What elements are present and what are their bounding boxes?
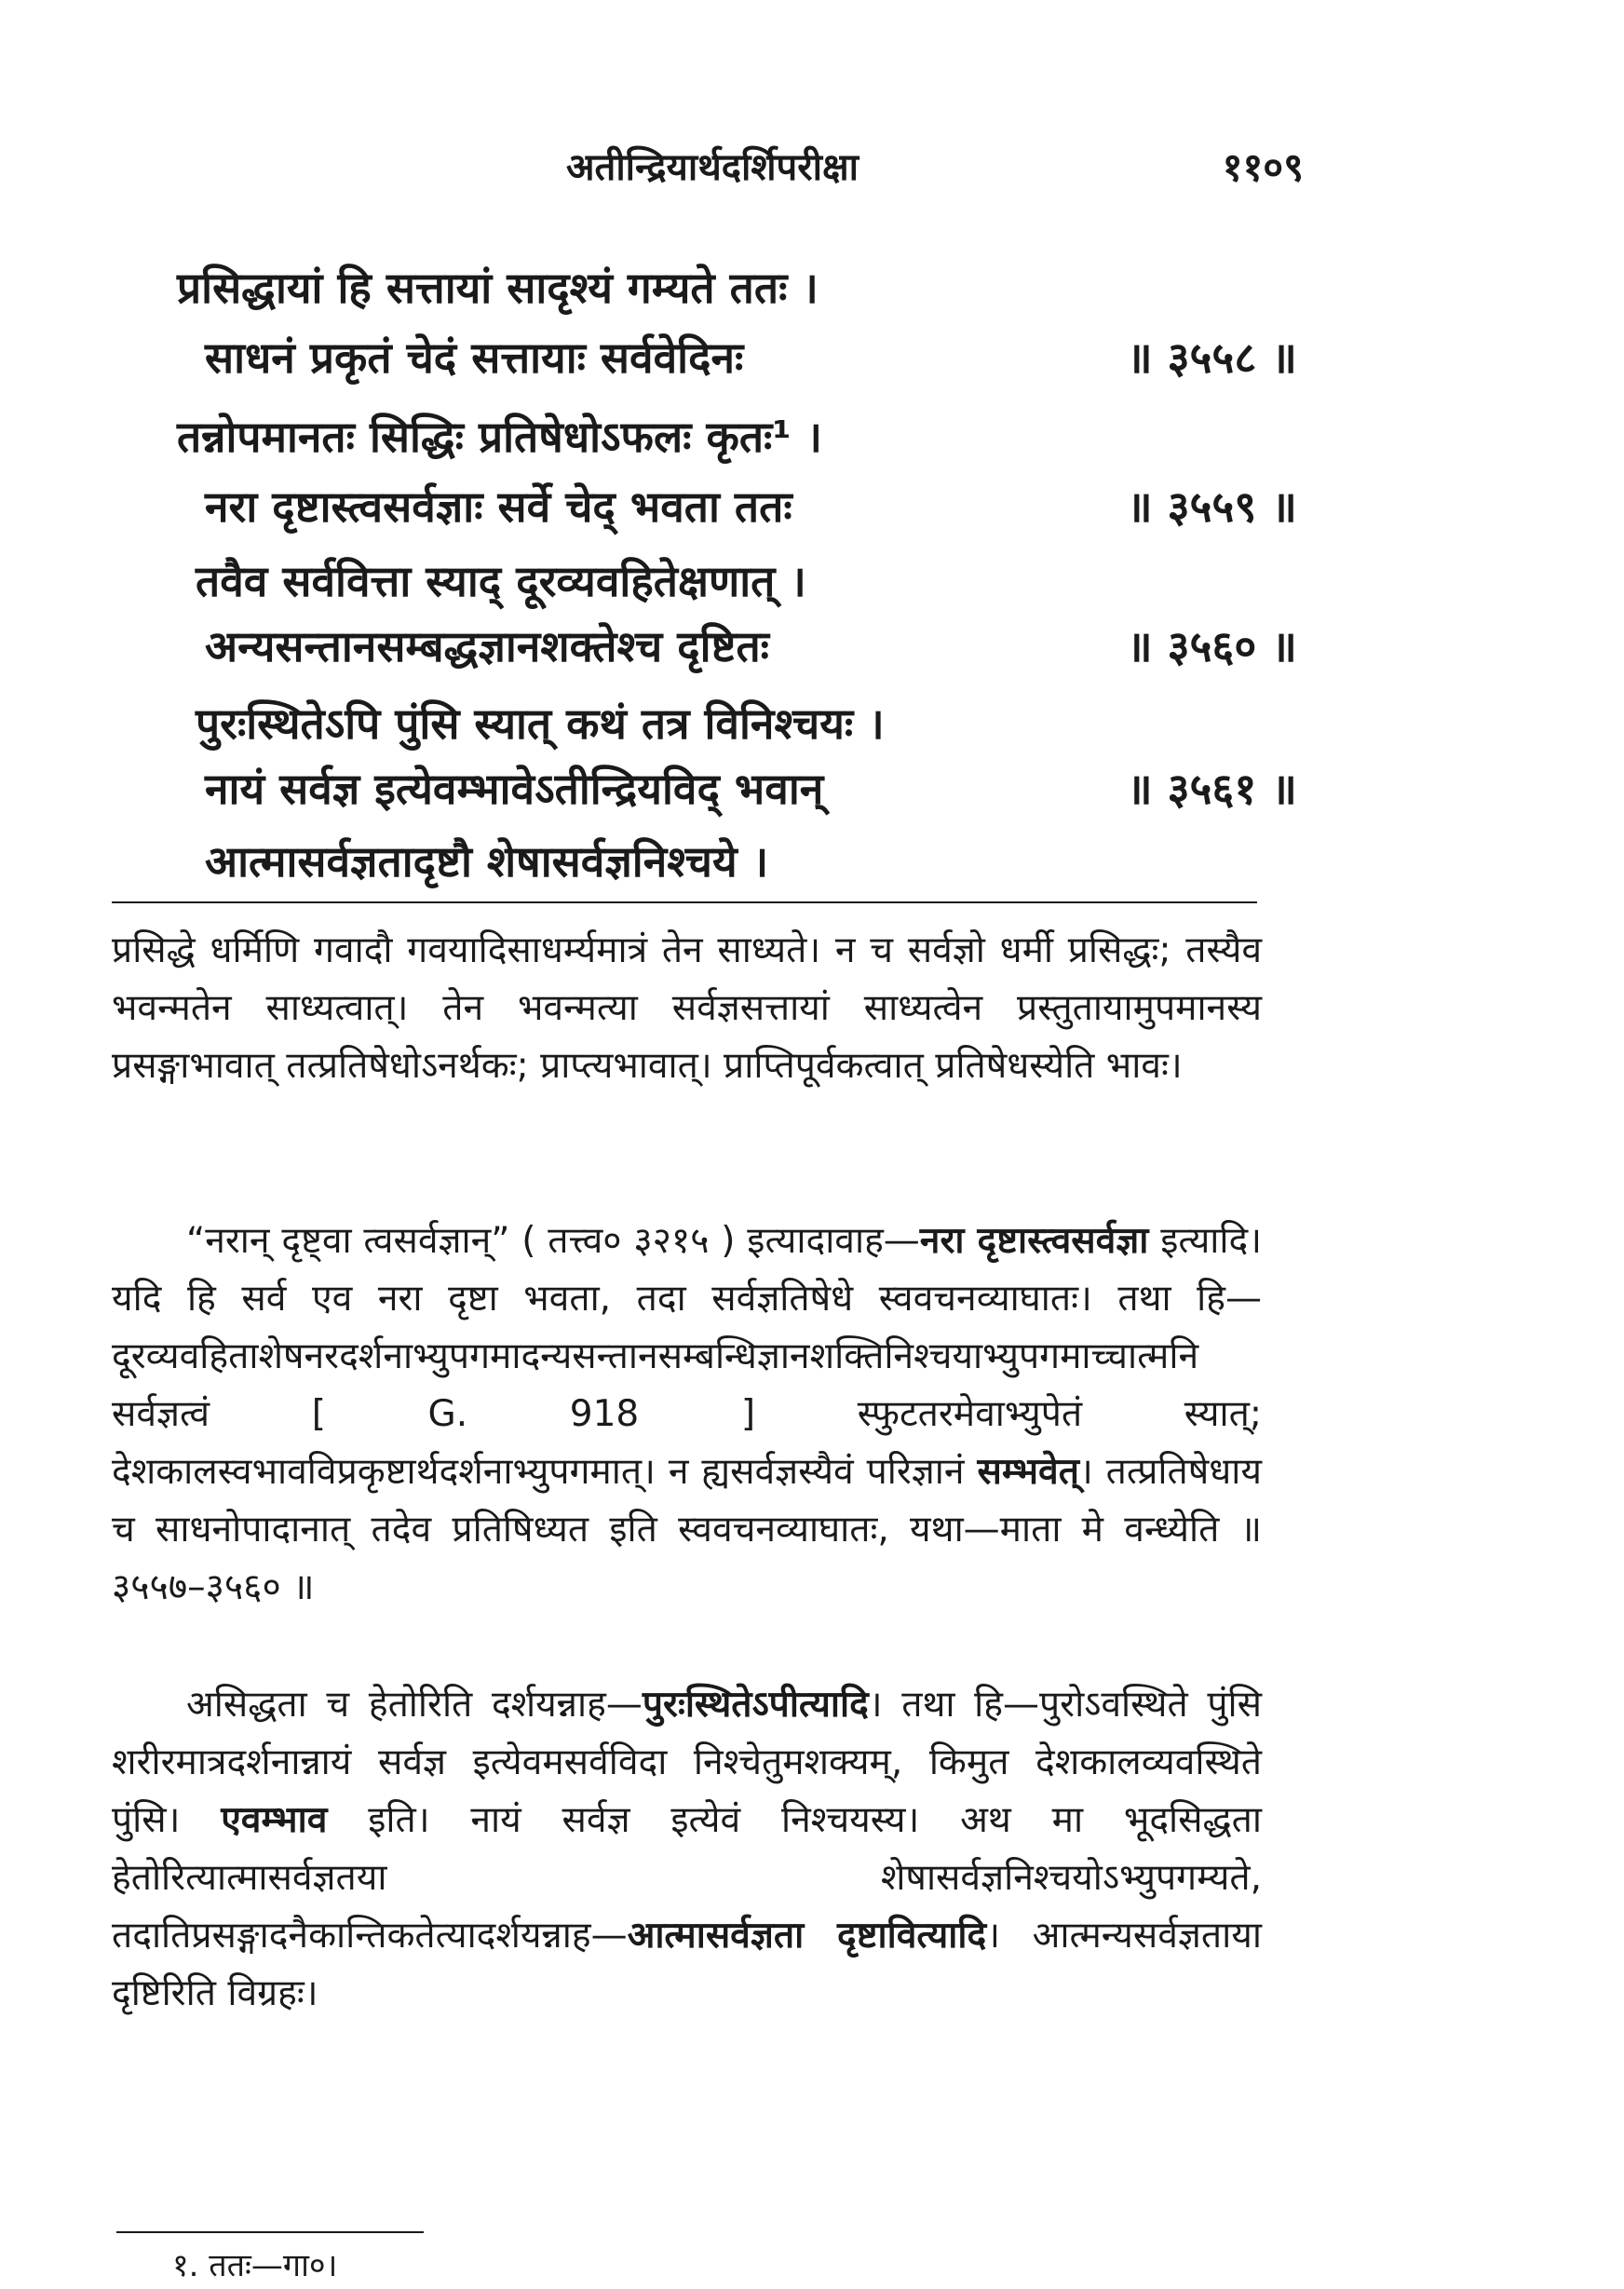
commentary-span: इति। नायं सर्वज्ञ इत्येवं निश्चयस्य। अथ मा भूदसिद्धता हेतोरित्यात्मासर्वज्ञतया शेषासर्वज्ञनिश्चयोऽभ्युपगम्यते, तदातिप्रसङ्गादनैकान्तिकतेत्यादर्शयन्नाह— <box>112 1799 1262 1957</box>
commentary-span: । आत्मन्यसर्वज्ञताया दृष्टिरिति विग्रहः। <box>112 1915 1262 2014</box>
footnote: १. ततः—गा०। <box>172 2247 338 2284</box>
commentary-paragraph-2 <box>112 1212 1262 1617</box>
verse-number: ॥ ३५५८ ॥ <box>1127 332 1297 383</box>
commentary-paragraph-3 <box>112 1676 1262 2023</box>
verse-text: नायं सर्वज्ञ इत्येवम्भावेऽतीन्द्रियविद् भवान् <box>205 764 824 814</box>
verse-line <box>177 407 822 465</box>
verse-pratika: नरा दृष्टास्त्वसर्वज्ञा <box>919 1220 1149 1262</box>
quotation: “नरान् दृष्ट्वा त्वसर्वज्ञान्” ( तत्त्व० ३२१५ ) इत्यादावाह— <box>186 1220 920 1262</box>
commentary-span: । तत्प्रतिषेधाय च साधनोपादानात् तदेव प्रतिषिध्यत इति स्ववचनव्याघातः, यथा—माता मे वन्ध्येति ॥ ३५५७–३५६० ॥ <box>112 1451 1262 1608</box>
verse-line <box>196 694 885 752</box>
verse-line <box>205 616 1297 674</box>
verse-line <box>205 328 1297 386</box>
commentary-text: प्रसिद्धे धर्मिणि गवादौ गवयादिसाधर्म्यमात्रं तेन साध्यते। न च सर्वज्ञो धर्मी प्रसिद्धः; तस्यैव भवन्मतेन साध्यत्वात्। तेन भवन्मत्या सर्वज्ञसत्तायां साध्यत्वेन प्रस्तुतायामुपमानस्य प्रसङ्गाभावात् तत्प्रतिषेधोऽनर्थकः; प्राप्त्यभावात्। प्राप्तिपूर्वकत्वात् प्रतिषेधस्येति भावः। <box>112 929 1262 1087</box>
emphasis: सम्भवेत् <box>977 1451 1079 1493</box>
verse-line <box>205 477 1297 535</box>
verse-text: तवैव सर्ववित्ता स्याद् दूरव्यवहितेक्षणात् । <box>196 556 806 606</box>
verse-line <box>177 258 819 316</box>
running-header-title: अतीन्द्रियार्थदर्शिपरीक्षा <box>565 146 859 189</box>
verse-pratika: आत्मासर्वज्ञता दृष्टावित्यादि <box>627 1915 987 1957</box>
verse-text: आत्मासर्वज्ञतादृष्टौ शेषासर्वज्ञनिश्चये । <box>205 836 769 887</box>
commentary-span: । तथा हि—पुरोऽवस्थिते पुंसि शरीरमात्रदर्शनान्नायं सर्वज्ञ इत्येवमसर्वविदा निश्चेतुमशक्यम्, किमुत देशकालव्यवस्थिते पुंसि। <box>112 1684 1262 1841</box>
verse-text: नरा दृष्टास्त्वसर्वज्ञाः सर्वे चेद् भवता ततः <box>205 481 792 532</box>
verse-number: ॥ ३५६१ ॥ <box>1127 764 1297 814</box>
verse-pratika: पुरःस्थितेऽपीत्यादि <box>642 1684 869 1726</box>
verse-line <box>205 759 1297 817</box>
verse-text: पुरःस्थितेऽपि पुंसि स्यात् कथं तत्र विनिश्चयः । <box>196 698 885 749</box>
verse-number: ॥ ३५५९ ॥ <box>1127 481 1297 532</box>
commentary-text <box>112 1676 1262 2023</box>
page-number: ११०९ <box>1222 144 1304 190</box>
commentary-text <box>112 1212 1262 1617</box>
verse-commentary-divider <box>112 901 1257 903</box>
footnote-divider <box>116 2231 424 2233</box>
verse-text: साधनं प्रकृतं चेदं सत्तायाः सर्ववेदिनः <box>205 332 744 383</box>
edition-reference: [ G. 918 ] <box>311 1393 756 1435</box>
verse-pratika: एवम्भाव <box>221 1799 328 1841</box>
verse-text: अन्यसन्तानसम्बद्धज्ञानशक्तेश्च दृष्टितः <box>205 621 769 671</box>
commentary-span: इत्यादि। यदि हि सर्व एव नरा दृष्टा भवता, तदा सर्वज्ञतिषेधे स्ववचनव्याघातः। तथा हि—दूरव्यवहिताशेषनरदर्शनाभ्युपगमादन्यसन्तानसम्बन्धिज्ञानशक्तिनिश्चयाभ्युपगमाच्चात्मनि सर्वज्ञत्वं <box>112 1220 1263 1435</box>
verse-number: ॥ ३५६० ॥ <box>1127 621 1297 671</box>
verse-text: तन्नोपमानतः सिद्धिः प्रतिषेधोऽफलः कृतः¹ । <box>177 412 822 462</box>
verse-line <box>205 832 768 889</box>
verse-line <box>196 551 806 609</box>
verse-text: प्रसिद्धायां हि सत्तायां सादृश्यं गम्यते ततः । <box>177 263 819 313</box>
commentary-span: असिद्धता च हेतोरिति दर्शयन्नाह— <box>186 1684 643 1726</box>
commentary-span: स्फुटतरमेवाभ्युपेतं स्यात्; देशकालस्वभावविप्रकृष्टार्थदर्शनाभ्युपगमात्। न ह्यसर्वज्ञस्यैवं परिज्ञानं <box>112 1393 1263 1493</box>
commentary-paragraph-1 <box>112 922 1262 1095</box>
